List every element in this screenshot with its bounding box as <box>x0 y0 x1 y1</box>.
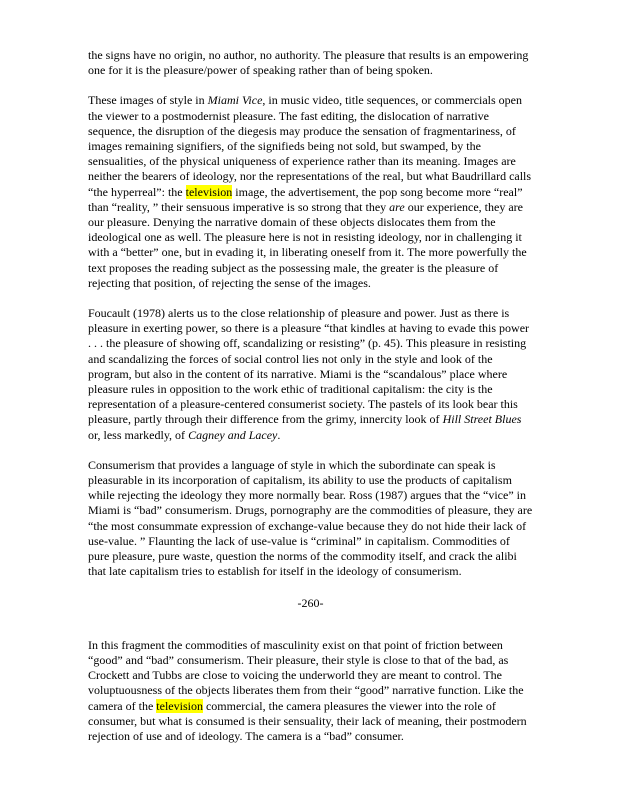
text-segment: the signs have no origin, no author, no authority. The pleasure that results is an empowering one for it is the pleasure/power of speaking rather than of being spoken. <box>88 48 532 78</box>
page-number: -260- <box>297 595 324 610</box>
text-segment: , in music video, title sequences, or commercials open the viewer to a postmodernist pleasure. The fast editing, the dislocation of narrative sequence, the disruption of the diegesis may produce the sensation of fragmentariness, of images remaining signifiers, of the signifieds being not sold, but swamped, by the sensualities, of the physical uniqueness of experience rather than its meaning. Images are neither the bearers of ideology, nor the representations of the real, but what Baudrillard calls “the hyperreal”: the <box>88 93 535 199</box>
text-segment: image, the advertisement, the pop song become more “real” than “reality, ” their sensuous imperative is so strong that they <box>88 184 526 214</box>
text-segment: or, less markedly, of <box>88 412 525 442</box>
text-segment: These images of style in <box>88 93 208 108</box>
highlighted-term-television: television <box>185 184 233 199</box>
text-segment: . <box>277 427 281 442</box>
paragraph-4 <box>88 457 536 580</box>
highlighted-term-television: television <box>156 698 203 713</box>
text-segment: commercial, the camera pleasures the viewer into the role of consumer, but what is consumed is their sensuality, their lack of meaning, their postmodern rejection of use and of ideology. The camera is a “bad” consumer. <box>88 698 530 743</box>
text-segment: our experience, they are our pleasure. Denying the narrative domain of these objects dislocates them from the ideological one as well. The pleasure here is not in resisting ideology, nor in challenging it with a “better” one, but in evading it, in liberating oneself from it. The more powerfully the text proposes the reading subject as the possessing male, the greater is the pleasure of rejecting that position, of rejecting the sense of the images. <box>88 199 530 290</box>
italic-text-are: are <box>389 199 405 214</box>
paragraph-5 <box>88 638 533 744</box>
paragraph-2 <box>88 93 533 291</box>
text-segment: Consumerism that provides a language of style in which the subordinate can speak is pleasurable in its incorporation of capitalism, its ability to use the products of capitalism while rejecting the ideology they more normally bear. Ross (1987) argues that the “vice” in Miami is “bad” consumerism. Drugs, pornography are the commodities of pleasure, they are “the most consummate expression of exchange-value because they do not hide their lack of use-value. ” Flaunting the lack of use-value is “criminal” in capitalism. Commodities of pure pleasure, pure waste, question the norms of the commodity itself, and crack the alibi that late capitalism tries to establish for itself in the ideology of consumerism. <box>88 457 536 579</box>
italic-text-cagney-and-lacey: Cagney and Lacey <box>188 427 278 442</box>
text-segment: Foucault (1978) alerts us to the close relationship of pleasure and power. Just as there is pleasure in exerting power, so there is a pleasure “that kindles at having to evade this power . . . the pleasure of showing off, scandalizing or resisting” (p. 45). This pleasure in resisting and scandalizing the forces of social control lies not only in the style and look of the program, but also in the content of its narrative. Miami is the “scandalous” place where pleasure rules in opposition to the work ethic of traditional capitalism: the city is the representation of a pleasure-centered consumerist society. The pastels of its look bear this pleasure, partly through their difference from the grimy, innercity look of <box>88 306 533 427</box>
text-segment: In this fragment the commodities of masculinity exist on that point of friction between “good” and “bad” consumerism. Their pleasure, their style is close to that of the bad, as Crockett and Tubbs are close to voicing the underworld they are meant to control. The voluptuousness of the objects liberates them from their “good” narrative function. Like the camera of the <box>88 637 527 713</box>
italic-text-miami-vice: Miami Vice <box>207 93 263 108</box>
paragraph-3 <box>88 306 533 443</box>
paragraph-1 <box>88 48 533 78</box>
italic-text-hill-street-blues: Hill Street Blues <box>442 412 522 427</box>
